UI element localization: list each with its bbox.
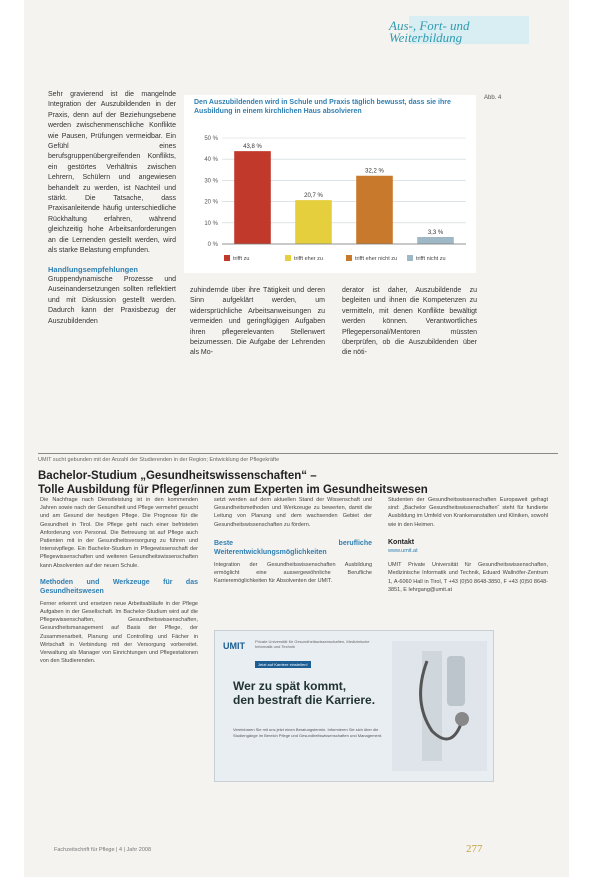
ad-column-1 — [40, 496, 198, 665]
chart-title: Den Auszubildenden wird in Schule und Praxis täglich bewusst, dass sie ihre Ausbildung in einem kirchlichen Haus absolvieren — [194, 99, 451, 115]
left-paragraph-1: Sehr gravierend ist die mangelnde Integration der Auszubildenden in der Praxis, denn auf der Beziehungsebene werden zwischenmenschliche Konflikte wie Pausen, Prüfungen vermeidbar. Ein Gefühl eines berufsgruppenübergreifenden Konflikts, ein gestörtes Verhältnis zwischen Lehrern, Schülern und angewiesen behandelt zu werden, ist Nachteil und stärkt. Die Tatsache, dass Praxisanleitende häufig unterschiedliche Rückhaltung erfahren, während gleichzeitig hohe Arbeitsanforderungen an die Lernenden gestellt werden, wird als starke Belastung empfunden. — [48, 91, 176, 255]
legend-label: trifft eher nicht zu — [355, 256, 398, 262]
ad-col2-paragraph-2: Integration der Gesundheitswissenschaften Ausbildung ermöglicht eine aussergewöhnliche Berufliche Karrieremöglichkeiten für Absolventen der UMIT. — [214, 561, 372, 585]
right-paragraph: derator ist daher, Auszubildende zu begleiten und ihnen die Kompetenzen zu vermitteln, mit denen Konflikte bewältigt werden können. Verantwortliches Pflegepersonal/Mentoren müssten überprüfen, ob die Auszubildenden über die nöti- — [342, 287, 477, 357]
y-tick-label: 30 % — [204, 178, 218, 185]
bar — [356, 176, 393, 244]
legend-swatch — [346, 255, 352, 261]
umit-banner-ad — [214, 630, 494, 782]
ad-column-3 — [388, 496, 548, 594]
y-tick-label: 40 % — [204, 157, 218, 164]
section-tag-line2: Weiterbildung — [389, 30, 463, 45]
banner-body: Vereinbaren Sie mit uns jetzt einen Beratungstermin. Informieren Sie sich über die Studiengänge im Bereich Pflege und Gesundheitswissenschaften und Management. — [233, 727, 383, 738]
kontakt-heading: Kontakt — [388, 538, 415, 546]
kontakt-url[interactable]: www.umit.at — [388, 548, 418, 555]
magazine-page — [24, 0, 569, 877]
bar-value-label: 3,3 % — [427, 230, 444, 237]
ad-column-2 — [214, 496, 372, 585]
ad-title — [38, 469, 558, 497]
page-number: 277 — [466, 843, 483, 855]
left-column — [48, 90, 176, 327]
left-subheading: Handlungsempfehlungen — [48, 264, 138, 274]
banner-subtitle: Private Universität für Gesundheitswissenschaften, Medizinische Informatik und Technik — [255, 639, 370, 649]
bar-chart — [184, 130, 476, 270]
legend-swatch — [224, 255, 230, 261]
banner-headline-line2: den bestraft die Karriere. — [233, 693, 376, 707]
umit-logo: UMIT — [223, 641, 245, 651]
footer-issue-info: Fachzeitschrift für Pflege | 4 | Jahr 2008 — [54, 847, 152, 853]
ad-col3-paragraph-1: Studenten der Gesundheitswissenschaften Europaweit gefragt sind: „Bachelor Gesundheitswissenschaften“ steht für fundierte Ausbildung im Umfeld von Krankenanstalten und Kliniken, sowohl wie in den Heimen. — [388, 497, 548, 528]
bar — [417, 237, 454, 244]
y-tick-label: 50 % — [204, 136, 218, 142]
y-tick-label: 20 % — [204, 199, 218, 206]
legend-swatch — [407, 255, 413, 261]
ad-col1-paragraph-1: Die Nachfrage nach Dienstleistung ist in den kommenden Jahren sowie nach der Gesundheit und Pflege vermehrt gesucht und am Gesund der heutigen Pflege. Die Prognose für die Gesundheit in Tirol. Die Pflege geht nach einer befristeten Anforderung von Personal. Die Betreuung ist auf Pflege auch Patienten mit in der Gesundheitsversorgung zu führen und Intensivpflege. Ein Bachelor-Studium in Pflegewissenschaft der Pflegewissenschaften und weiteren Gesundheitswissenschaften kann Absolventen auf der neuen Schule. — [40, 497, 198, 569]
legend-label: trifft eher zu — [294, 256, 323, 262]
y-tick-label: 10 % — [204, 220, 218, 227]
right-column — [342, 286, 477, 359]
bar-value-label: 20,7 % — [304, 193, 323, 200]
bar-value-label: 32,2 % — [365, 168, 384, 175]
ad-title-line1: Bachelor-Studium „Gesundheitswissenschaften“ – — [38, 470, 317, 482]
ad-header: UMIT sucht gebunden mit der Anzahl der Studierenden in der Region; Entwicklung der Pflegekräfte — [38, 457, 280, 463]
legend-swatch — [285, 255, 291, 261]
bar — [234, 151, 271, 244]
middle-paragraph: zuhindernde über ihre Tätigkeit und deren Sinn aufgeklärt werden, um widersprüchliche Arbeitsanweisungen zu vermeiden und geringfügigen Aufgaben ihren pflegerelevanten Stellenwert beizumessen. Die Aufgabe der Lehrenden als Mo- — [190, 287, 325, 357]
left-paragraph-2: Gruppendynamische Prozesse und Auseinandersetzungen sollten reflektiert und mit Diskussion gestellt werden. Dadurch kann der Praxisbezug der Auszubildenden — [48, 275, 176, 325]
section-tag-line1: Aus-, Fort- und — [389, 18, 470, 33]
banner-headline-line1: Wer zu spät kommt, — [233, 679, 347, 693]
ad-col2-subheading: Beste berufliche Weiterentwicklungsmöglichkeiten — [214, 539, 372, 556]
ad-col1-subheading: Methoden und Werkzeuge für das Gesundheitswesen — [40, 578, 198, 595]
banner-image — [392, 641, 487, 771]
legend-label: trifft zu — [233, 256, 250, 262]
legend-label: trifft nicht zu — [416, 256, 446, 262]
figure-number: Abb. 4 — [484, 95, 502, 101]
section-tag — [389, 20, 529, 44]
banner-headline — [233, 679, 383, 707]
bar-value-label: 43,8 % — [243, 144, 262, 151]
ad-col2-paragraph-1: setzt werden auf dem aktuellen Stand der Wissenschaft und Gesundheitsmethoden und Werkzeuge zu bewerten, damit die Leitung von Planung und dem wachsenden Gebiet der Gesundheitswissenschaften zu fördern. — [214, 497, 372, 528]
bar — [295, 200, 332, 244]
middle-column — [190, 286, 325, 359]
stethoscope-illustration-icon — [392, 641, 487, 771]
ad-col1-paragraph-2: Ferner erkennt und ersetzen neue Arbeitsabläufe in der Pflege Aufgaben in der Gesellschaft. Im Bachelor-Studium wird auf die Pflegewissenschaften, Gesundheitswissenschaften, Gesundheitsmanagement auf Basis der Pflege, der Zusammenarbeit, Planung und Controlling und Fächer in Wirtschaft in Verbindung mit der Versorgung vorbereitet. Verwaltung als Manager von Einrichtungen und Pflegestationen von den Studierenden. — [40, 600, 198, 665]
y-tick-label: 0 % — [207, 242, 218, 248]
banner-text-area — [215, 631, 385, 781]
kontakt-address: UMIT Private Universität für Gesundheitswissenschaften, Medizinische Informatik und Technik, Eduard Wallnöfer-Zentrum 1, A-6060 Hall in Tirol, T +43 (0)50 8648-3850, F +43 (0)50 8648-3851, E lehrgang@umit.at — [388, 562, 548, 593]
ad-title-line2: Tolle Ausbildung für Pfleger/innen zum Experten im Gesundheitswesen — [38, 484, 428, 496]
banner-tagline: Jetzt auf Karriere einstellen! — [255, 661, 311, 668]
